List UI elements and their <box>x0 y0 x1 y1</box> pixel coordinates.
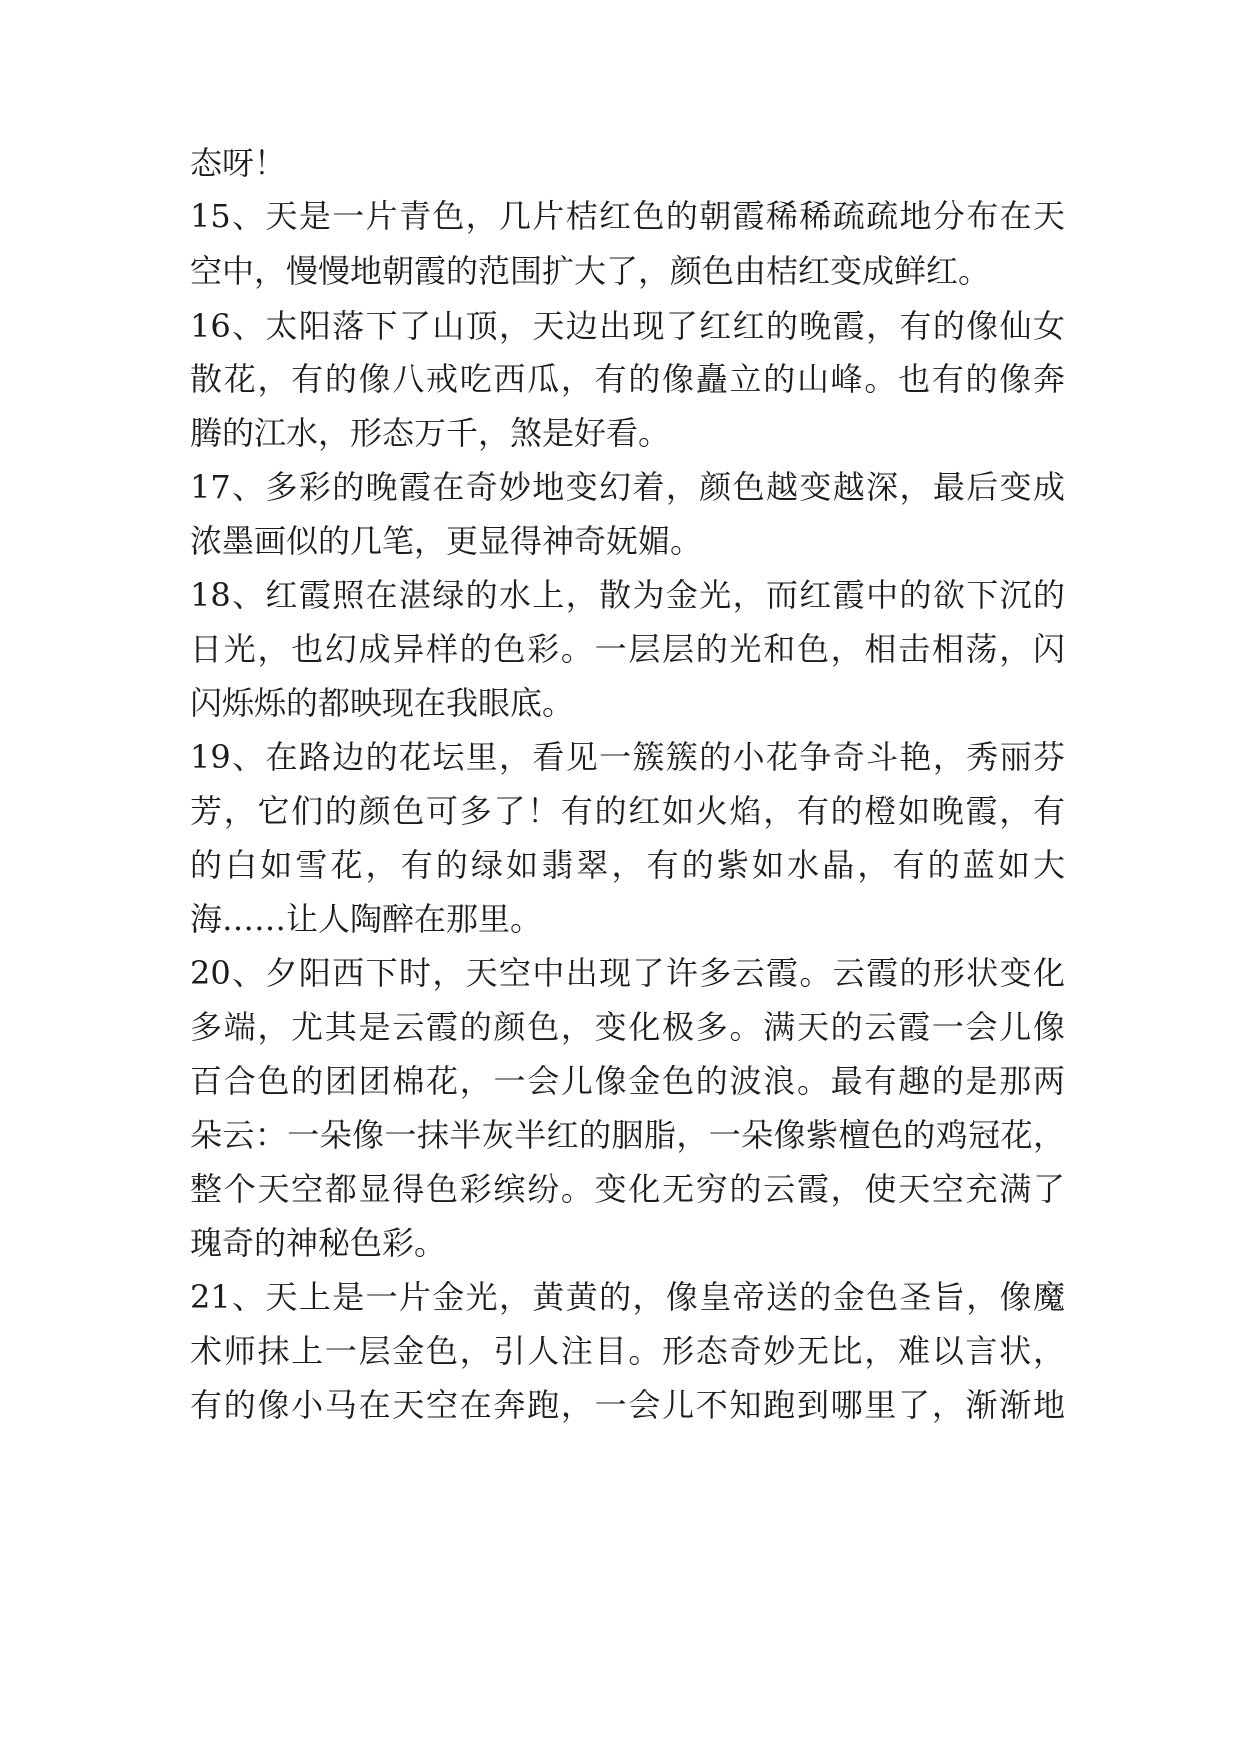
text-line: 浓墨画似的几笔，更显得神奇妩媚。 <box>190 522 703 560</box>
text-line: 态呀！ <box>190 144 287 182</box>
text-line: 术师抹上一层金色，引人注目。形态奇妙无比，难以言状， <box>190 1332 1065 1370</box>
text-line: 多端，尤其是云霞的颜色，变化极多。满天的云霞一会儿像 <box>190 1008 1065 1046</box>
text-line: 闪烁烁的都映现在我眼底。 <box>190 684 575 722</box>
text-line: 17、多彩的晚霞在奇妙地变幻着，颜色越变越深，最后变成 <box>190 468 1065 506</box>
text-line: 瑰奇的神秘色彩。 <box>190 1224 447 1262</box>
text-line: 空中，慢慢地朝霞的范围扩大了，颜色由桔红变成鲜红。 <box>190 252 991 290</box>
text-line: 21、天上是一片金光，黄黄的，像皇帝送的金色圣旨，像魔 <box>190 1278 1065 1316</box>
text-line: 腾的江水，形态万千，煞是好看。 <box>190 414 671 452</box>
text-line: 日光，也幻成异样的色彩。一层层的光和色，相击相荡，闪 <box>190 630 1065 668</box>
text-line: 18、红霞照在湛绿的水上，散为金光，而红霞中的欲下沉的 <box>190 576 1065 614</box>
text-line: 16、太阳落下了山顶，天边出现了红红的晚霞，有的像仙女 <box>190 307 1065 345</box>
text-line: 20、夕阳西下时，天空中出现了许多云霞。云霞的形状变化 <box>190 954 1065 992</box>
text-line: 百合色的团团棉花，一会儿像金色的波浪。最有趣的是那两 <box>190 1062 1065 1100</box>
text-line: 的白如雪花，有的绿如翡翠，有的紫如水晶，有的蓝如大 <box>190 846 1065 884</box>
text-line: 整个天空都显得色彩缤纷。变化无穷的云霞，使天空充满了 <box>190 1170 1065 1208</box>
text-line: 海……让人陶醉在那里。 <box>190 900 543 938</box>
text-line: 芳，它们的颜色可多了！有的红如火焰，有的橙如晚霞，有 <box>190 792 1065 830</box>
text-line: 15、天是一片青色，几片桔红色的朝霞稀稀疏疏地分布在天 <box>190 197 1065 235</box>
text-line: 散花，有的像八戒吃西瓜，有的像矗立的山峰。也有的像奔 <box>190 360 1065 398</box>
text-line: 朵云：一朵像一抹半灰半红的胭脂，一朵像紫檀色的鸡冠花， <box>190 1116 1065 1154</box>
text-line: 有的像小马在天空在奔跑，一会儿不知跑到哪里了，渐渐地 <box>190 1386 1065 1424</box>
text-line: 19、在路边的花坛里，看见一簇簇的小花争奇斗艳，秀丽芬 <box>190 738 1065 776</box>
